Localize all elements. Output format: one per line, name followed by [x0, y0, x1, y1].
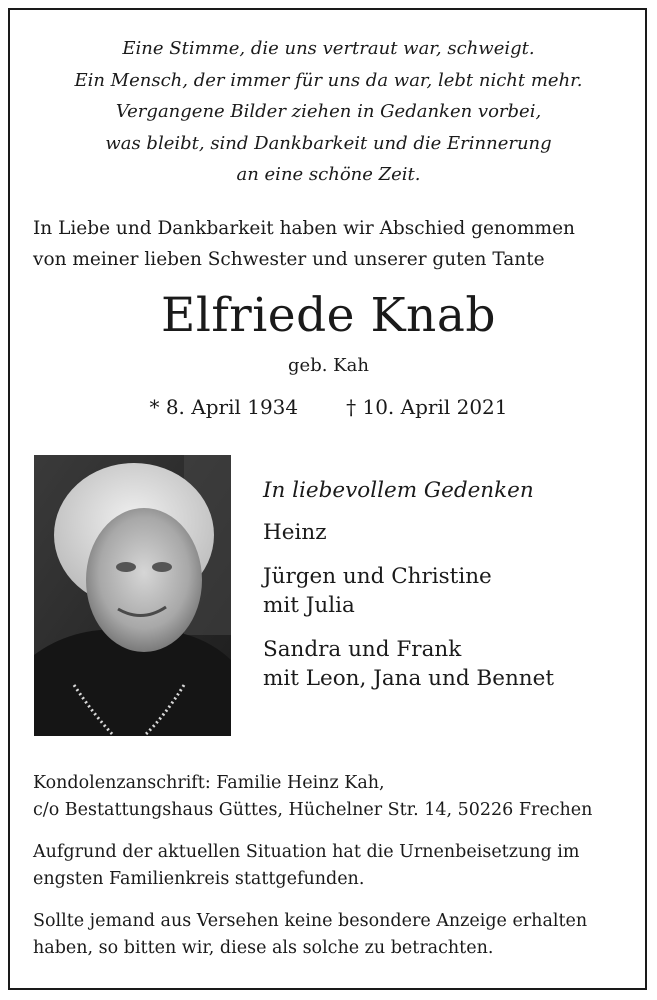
intro-line: In Liebe und Dankbarkeit haben wir Abschied genommen: [33, 218, 575, 239]
notice-line: haben, so bitten wir, diese als solche zu betrachten.: [33, 938, 494, 958]
notice-line: engsten Familienkreis stattgefunden.: [33, 869, 365, 889]
mourner-line: Jürgen und Christine: [263, 563, 492, 589]
footer-notes: [33, 770, 633, 977]
poem: [0, 33, 657, 191]
intro-text: [33, 213, 633, 275]
mourner-line: Sandra und Frank: [263, 636, 462, 662]
address-line: c/o Bestattungshaus Güttes, Hüchelner Str. 14, 50226 Frechen: [33, 800, 593, 820]
poem-line: an eine schöne Zeit.: [236, 164, 421, 185]
poem-line: was bleibt, sind Dankbarkeit und die Erinnerung: [105, 132, 552, 154]
mourner-group: [263, 635, 643, 694]
poem-line: Vergangene Bilder ziehen in Gedanken vorbei,: [115, 101, 542, 122]
deceased-name: Elfriede Knab: [161, 288, 496, 343]
mourner-group: [263, 518, 643, 548]
condolence-address: [33, 770, 633, 824]
address-line: Kondolenzanschrift: Familie Heinz Kah,: [33, 773, 385, 793]
birth-date: * 8. April 1934: [149, 395, 299, 419]
notice-line: Sollte jemand aus Versehen keine besondere Anzeige erhalten: [33, 911, 588, 931]
poem-line: Ein Mensch, der immer für uns da war, lebt nicht mehr.: [74, 69, 583, 91]
announcement-notice: [33, 908, 633, 962]
death-date: † 10. April 2021: [346, 395, 508, 419]
mourner-group: [263, 562, 643, 621]
portrait-image: [34, 455, 231, 736]
mourner-line: mit Leon, Jana und Bennet: [263, 666, 555, 691]
funeral-notice: [33, 839, 633, 893]
intro-line: von meiner lieben Schwester und unserer guten Tante: [33, 249, 545, 270]
life-dates: [0, 394, 657, 420]
mourners-list: [263, 476, 643, 708]
mourner-line: Heinz: [263, 520, 327, 545]
maiden-name: geb. Kah: [288, 355, 369, 376]
mourners-header: In liebevollem Gedenken: [263, 478, 534, 503]
mourner-line: mit Julia: [263, 593, 355, 618]
poem-line: Eine Stimme, die uns vertraut war, schweigt.: [122, 38, 535, 59]
notice-line: Aufgrund der aktuellen Situation hat die Urnenbeisetzung im: [33, 842, 580, 862]
portrait-photo: [34, 455, 231, 736]
